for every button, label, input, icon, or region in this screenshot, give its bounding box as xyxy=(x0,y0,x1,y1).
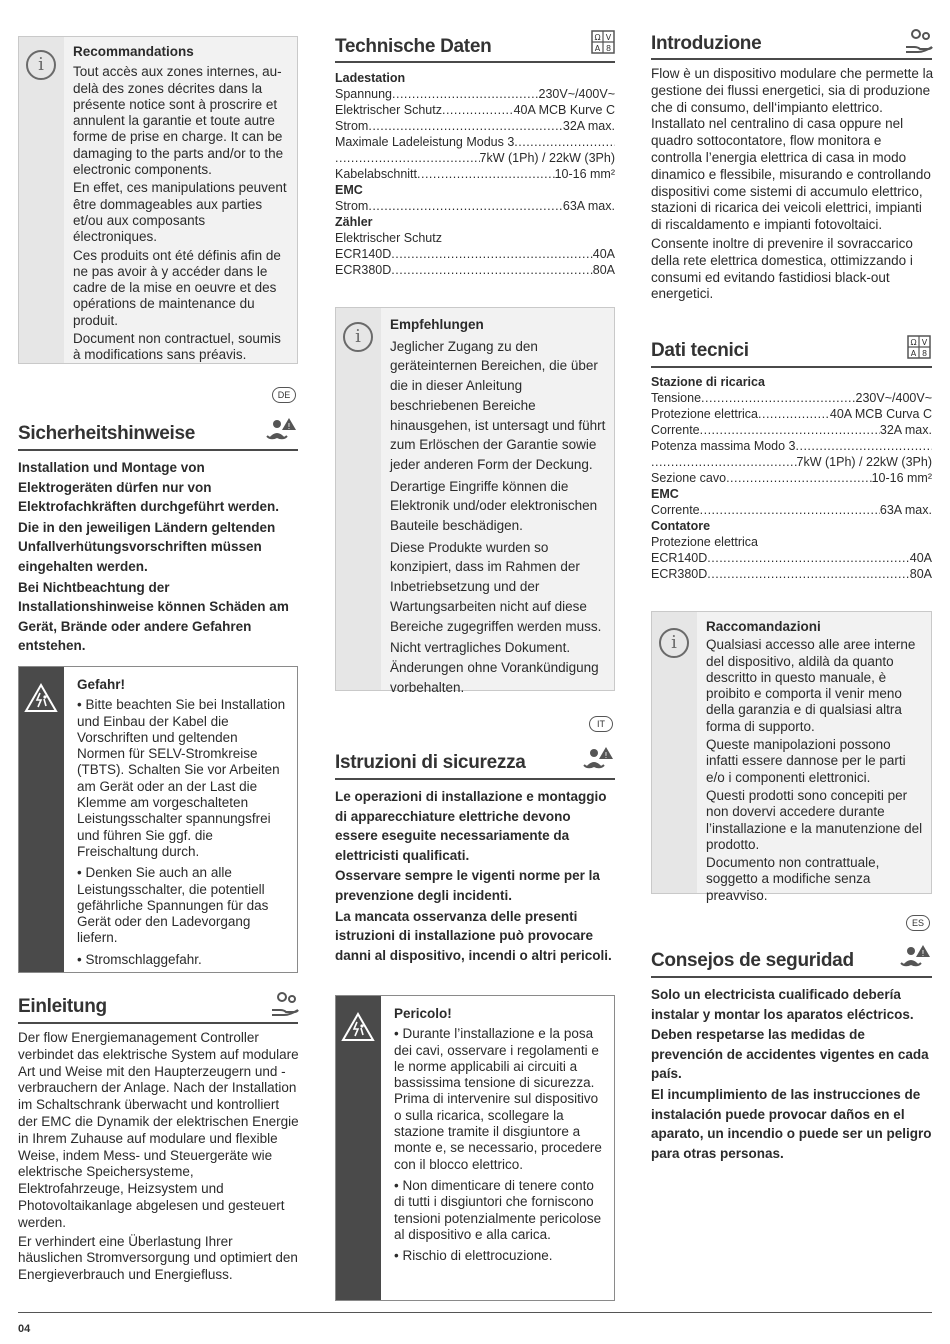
dot-leader xyxy=(651,454,797,470)
spec-label: Kabelabschnitt xyxy=(335,167,418,181)
spec-label: Maximale Ladeleistung Modus 3 xyxy=(335,135,515,149)
fr-recommendations-box xyxy=(18,36,298,364)
spec-group xyxy=(651,390,932,486)
safety-person-icon xyxy=(581,745,615,775)
paragraph: Der flow Energiemanagement Controller verbindet das elektrische System auf modulare Art und Weise mit den Haupterzeugern und -verbrauchern der Anlage. Nach der Installation im Schaltschrank überwacht und kontrolliert der EMC die Dynamik der elektrischen Energie in Ihrem Zuhause auf modulare und flexible Weise, indem Mess- und Steuergeräte wie elektrische Speichersysteme, Elektrofahrzeuge, Heizsystem und Photovoltaikanlage abgelesen und gesteuert werden. xyxy=(18,1030,299,1230)
electric-hazard-icon xyxy=(24,683,58,713)
spec-label: Corrente xyxy=(651,423,700,437)
svg-text:V: V xyxy=(921,338,928,347)
dot-leader xyxy=(335,150,480,166)
spec-row xyxy=(335,150,615,166)
section-title-safety-de: Sicherheitshinweise xyxy=(18,423,195,444)
paragraph: El incumplimiento de las instrucciones de instalación puede provocar daños en el aparato, un incendio o puede ser un peligro para otras personas. xyxy=(651,1086,932,1161)
list-item: • Rischio di elettrocuzione. xyxy=(394,1248,553,1264)
spec-value: 63A max. xyxy=(562,199,615,213)
svg-text:V: V xyxy=(605,33,612,42)
spec-row xyxy=(651,566,932,582)
tech-spec-de xyxy=(335,70,615,278)
spec-value: 40A xyxy=(592,247,615,261)
units-icon xyxy=(591,30,615,54)
svg-text:!: ! xyxy=(287,422,291,431)
danger-box-de xyxy=(18,666,298,973)
dot-leader xyxy=(514,134,615,150)
spec-label: Protezione elettrica xyxy=(651,407,759,421)
dot-leader xyxy=(392,86,539,102)
paragraph: Installation und Montage von Elektrogeräten dürfen nur von Elektrofachkräften durchgeführt werden. xyxy=(18,460,280,515)
section-rule xyxy=(335,778,615,780)
spec-heading: EMC xyxy=(335,183,363,197)
spec-value: 80A xyxy=(592,263,615,277)
section-rule xyxy=(651,58,932,60)
units-icon xyxy=(907,335,931,359)
spec-group xyxy=(335,86,615,182)
section-title-intro-de: Einleitung xyxy=(18,996,107,1017)
spec-label: Sezione cavo xyxy=(651,471,727,485)
danger-box-it xyxy=(335,995,615,1301)
spec-subheading: Protezione elettrica xyxy=(651,535,759,549)
box-strip xyxy=(336,308,381,690)
safety-text-de xyxy=(18,458,300,657)
spec-heading: Ladestation xyxy=(335,71,406,85)
spec-row xyxy=(335,134,615,150)
spec-heading: Zähler xyxy=(335,215,373,229)
spec-row xyxy=(335,118,615,134)
paragraph: Diese Produkte wurden so konzipiert, dass im Rahmen der Inbetriebsetzung und der Wartungsarbeiten nicht auf diese Bereiche zugegriffen werden muss. xyxy=(390,539,602,634)
paragraph: Deben respetarse las medidas de prevención de accidentes vigentes en cada país. xyxy=(651,1027,929,1082)
dot-leader xyxy=(707,566,909,582)
spec-label: Tensione xyxy=(651,391,702,405)
paragraph: Tout accès aux zones internes, au-delà des zones décrites dans la présente notice sont à proscrire et annulent la garantie et toute autre forme de prise en charge. It can be damaging to the parts and/or to the electronic components. xyxy=(73,64,284,178)
paragraph: Er verhindert eine Überlastung Ihrer häuslichen Stromversorgung und optimiert den Energieverbrauch und Energiefluss. xyxy=(18,1233,298,1283)
dot-leader xyxy=(391,246,592,262)
paragraph: En effet, ces manipulations peuvent être dommageables aux parties et/ou aux composants électroniques. xyxy=(73,180,287,245)
dot-leader xyxy=(701,390,855,406)
list-item: • Bitte beachten Sie bei Installation und Einbau der Kabel die Vorschriften und geltenden Normen für SELV-Stromkreise (TBTS). Schalten Sie vor Arbeiten am Gerät oder an der Last die Klemme am vorgeschalteten Leistungsschalter spannungsfrei und führen Sie ggf. die Freischaltung durch. xyxy=(77,697,286,859)
dot-leader xyxy=(700,502,880,518)
section-title-intro-it: Introduzione xyxy=(651,33,762,54)
paragraph: Solo un electricista cualificado debería instalar y montar los aparatos eléctricos. xyxy=(651,987,914,1022)
paragraph: Derartige Eingriffe können die Elektronik und/oder elektronischen Bauteile beschädigen. xyxy=(390,478,598,534)
spec-row xyxy=(335,166,615,182)
dot-leader xyxy=(368,118,563,134)
spec-row xyxy=(651,406,932,422)
page-number: 04 xyxy=(18,1323,31,1335)
paragraph: Queste manipolazioni possono infatti essere dannose per le parti e/o i componenti elettronici. xyxy=(706,737,906,785)
spec-value: 7kW (1Ph) / 22kW (3Ph) xyxy=(796,455,932,469)
paragraph: Document non contractuel, soumis à modifications sans préavis. xyxy=(73,331,281,363)
dot-leader xyxy=(700,422,880,438)
paragraph: Le operazioni di installazione e montaggio di apparecchiature elettriche devono essere eseguite necessariamente da elettricisti qualificati. xyxy=(335,789,607,863)
paragraph: Qualsiasi accesso alle aree interne del dispositivo, aldilà da quanto descritto in questo manuale, è proibito e comporta il venir meno della garanzia e di qualsiasi altra forma di supporto. xyxy=(706,637,916,734)
spec-row xyxy=(335,246,615,262)
spec-heading: Contatore xyxy=(651,519,711,533)
dot-leader xyxy=(368,198,563,214)
language-badge-it: IT xyxy=(589,716,613,732)
spec-value: 32A max. xyxy=(562,119,615,133)
section-title-safety-es: Consejos de seguridad xyxy=(651,950,854,971)
spec-value: 10-16 mm² xyxy=(871,471,932,485)
spec-value: 32A max. xyxy=(879,423,932,437)
paragraph: Ces produits ont été définis afin de ne pas avoir à y accéder dans le cadre de la mise en oeuvre et des opérations de maintenance du produit. xyxy=(73,247,281,328)
safety-person-icon xyxy=(898,943,932,973)
spec-value: 40A MCB Curva C xyxy=(829,407,932,421)
section-title-tech-de: Technische Daten xyxy=(335,36,492,57)
spec-label: Potenza massima Modo 3 xyxy=(651,439,796,453)
svg-text:8: 8 xyxy=(921,349,928,358)
language-badge-es: ES xyxy=(906,915,930,931)
language-badge-de: DE xyxy=(272,387,296,403)
dot-leader xyxy=(442,102,514,118)
spec-label: Strom xyxy=(335,119,369,133)
spec-label: ECR140D xyxy=(651,551,708,565)
box-strip xyxy=(19,37,64,363)
info-icon: i xyxy=(343,322,373,352)
spec-label: Elektrischer Schutz xyxy=(335,103,442,117)
section-rule xyxy=(335,61,615,63)
spec-value: 80A xyxy=(909,567,932,581)
svg-text:A: A xyxy=(910,349,917,358)
spec-row xyxy=(651,454,932,470)
paragraph: Documento non contrattuale, soggetto a modifiche senza preavviso. xyxy=(706,855,880,903)
spec-group xyxy=(335,198,615,214)
spec-row xyxy=(651,502,932,518)
paragraph: Questi prodotti sono concepiti per non dovervi accedere durante l’installazione e la manutenzione del prodotto. xyxy=(706,787,923,852)
spec-row xyxy=(651,470,932,486)
spec-row xyxy=(335,262,615,278)
spec-label: Corrente xyxy=(651,503,700,517)
spec-row xyxy=(335,198,615,214)
box-title: Recommandations xyxy=(73,44,194,59)
intro-text-de xyxy=(18,1030,300,1286)
box-title: Pericolo! xyxy=(394,1006,452,1021)
svg-text:8: 8 xyxy=(605,44,612,53)
spec-group xyxy=(651,550,932,582)
section-rule xyxy=(651,366,932,368)
svg-text:!: ! xyxy=(921,949,925,958)
list-item: • Stromschlaggefahr. xyxy=(77,951,202,967)
info-icon: i xyxy=(659,628,689,658)
spec-heading: Stazione di ricarica xyxy=(651,375,765,389)
info-icon: i xyxy=(26,50,56,80)
list-item: • Durante l’installazione e la posa dei cavi, osservare i regolamenti e le norme applicabili ai circuiti a bassissima tensione di sicurezza. Prima di intervenire sul dispositivo o sulla ricarica, scollegare la stazione tramite il disgiuntore a monte e, se necessario, procedere con il blocco elettrico. xyxy=(394,1026,602,1172)
svg-text:Ω: Ω xyxy=(910,338,917,347)
spec-row xyxy=(651,438,932,454)
svg-text:A: A xyxy=(594,44,601,53)
paragraph: Jeglicher Zugang zu den geräteinternen Bereichen, die über die in dieser Anleitung beschriebenen Bereiche hinausgehen, ist untersagt und führt zum Erlöschen der Garantie sowie jeder anderen Form der Deckung. xyxy=(390,338,606,472)
paragraph: Osservare sempre le vigenti norme per la prevenzione degli incidenti. xyxy=(335,868,600,903)
section-title-tech-it: Dati tecnici xyxy=(651,340,749,361)
spec-label: Strom xyxy=(335,199,369,213)
hand-gears-icon xyxy=(904,27,934,55)
section-rule xyxy=(18,1022,298,1024)
dot-leader xyxy=(391,262,592,278)
spec-row xyxy=(335,102,615,118)
hand-gears-icon xyxy=(270,990,300,1018)
paragraph: Consente inoltre di prevenire il sovraccarico della rete elettrica domestica, ottimizzando i consumi ed evitando fastidiosi black-out energetici. xyxy=(651,235,913,302)
dot-leader xyxy=(726,470,872,486)
dot-leader xyxy=(417,166,555,182)
safety-text-es xyxy=(651,985,934,1164)
spec-value: 230V~/400V~ xyxy=(538,87,615,101)
svg-text:!: ! xyxy=(604,751,608,760)
safety-text-it xyxy=(335,787,617,966)
safety-person-icon xyxy=(264,416,298,446)
svg-text:Ω: Ω xyxy=(594,33,601,42)
spec-row xyxy=(651,550,932,566)
dot-leader xyxy=(707,550,909,566)
spec-heading: EMC xyxy=(651,487,679,501)
spec-label: ECR380D xyxy=(335,263,392,277)
tech-spec-it xyxy=(651,374,932,582)
spec-label: Spannung xyxy=(335,87,393,101)
spec-value: 10-16 mm² xyxy=(554,167,615,181)
spec-value: 63A max. xyxy=(879,503,932,517)
box-title: Raccomandazioni xyxy=(706,619,821,634)
section-title-safety-it: Istruzioni di sicurezza xyxy=(335,752,526,773)
de-recommendations-box xyxy=(335,307,615,695)
spec-subheading: Elektrischer Schutz xyxy=(335,231,442,245)
spec-label: ECR140D xyxy=(335,247,392,261)
spec-row xyxy=(651,422,932,438)
spec-value: 40A MCB Kurve C xyxy=(513,103,615,117)
footer-rule xyxy=(18,1312,932,1313)
intro-text-it xyxy=(651,66,934,305)
spec-value: 40A xyxy=(909,551,932,565)
paragraph: Flow è un dispositivo modulare che permette la gestione dei flussi energetici, sia di produzione che di consumo, dell‘impianto elettrico. Installato nel centralino di casa oppure nel quadro sottocontatore, flow monitora e controlla l’energia elettrica di casa in modo dinamico e flessibile, misurando e controllando dispositivi come sistemi di accumulo elettrico, stazioni di ricarica dei veicoli elettrici, impianti di riscaldamento e impianti fotovoltaici. xyxy=(651,66,934,233)
dot-leader xyxy=(758,406,830,422)
spec-value: 7kW (1Ph) / 22kW (3Ph) xyxy=(479,151,615,165)
section-rule xyxy=(651,976,932,978)
list-item: • Non dimenticare di tenere conto di tutti i disgiuntori che forniscono tensioni potenzialmente pericolose al dispositivo e alla carica. xyxy=(394,1177,602,1242)
spec-row xyxy=(335,86,615,102)
electric-hazard-icon xyxy=(341,1012,375,1042)
box-title: Gefahr! xyxy=(77,677,126,692)
section-rule xyxy=(18,449,298,451)
paragraph: La mancata osservanza delle presenti istruzioni di installazione può provocare danni al dispositivo, incendi o altri pericoli. xyxy=(335,908,612,963)
spec-value: 230V~/400V~ xyxy=(855,391,932,405)
paragraph: Bei Nichtbeachtung der Installationshinweise können Schäden am Gerät, Brände oder andere Gefahren entstehen. xyxy=(18,579,289,654)
paragraph: Nicht vertragliches Dokument. Änderungen ohne Vorankündigung vorbehalten. xyxy=(390,640,599,695)
paragraph: Die in den jeweiligen Ländern geltenden Unfallverhütungsvorschriften müssen eingehalten werden. xyxy=(18,519,276,574)
box-title: Empfehlungen xyxy=(390,317,484,332)
list-item: • Denken Sie auch an alle Leistungsschalter, die potentiell gefährliche Spannungen für das Gerät oder den Ladevorgang liefern. xyxy=(77,865,269,946)
dot-leader xyxy=(796,438,932,454)
spec-group xyxy=(335,246,615,278)
spec-label: ECR380D xyxy=(651,567,708,581)
it-recommendations-box xyxy=(651,611,932,903)
spec-row xyxy=(651,390,932,406)
spec-group xyxy=(651,502,932,518)
